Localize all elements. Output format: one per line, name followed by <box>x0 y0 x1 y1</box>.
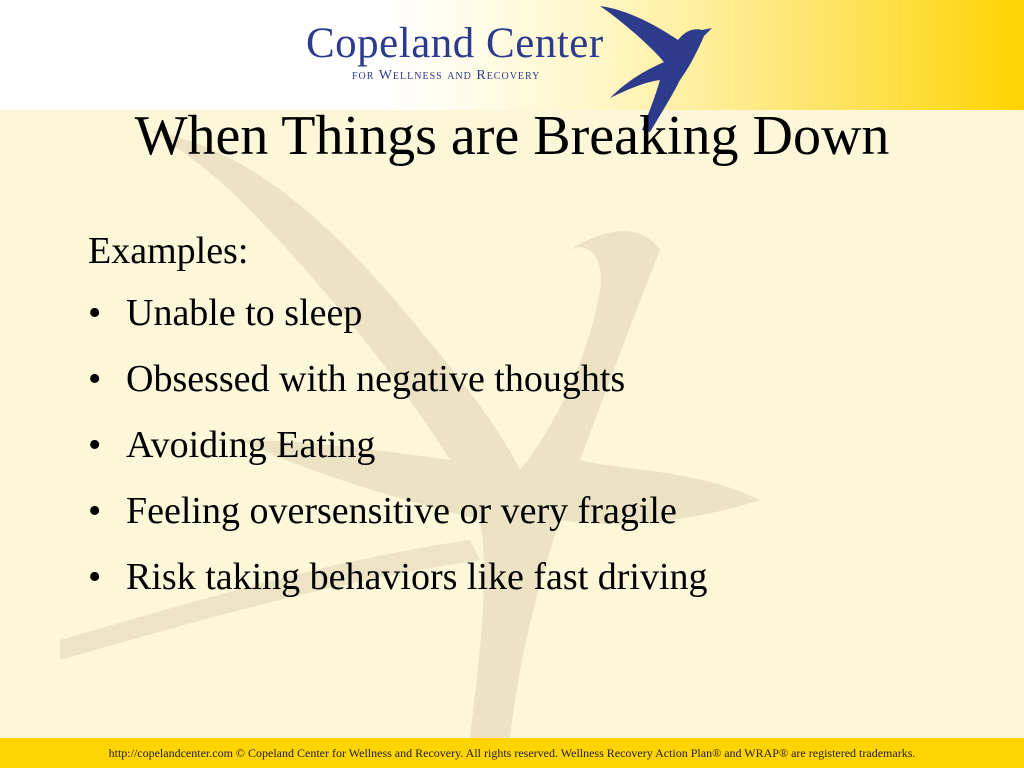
bullet-text: Feeling oversensitive or very fragile <box>126 490 677 532</box>
bullet-icon: • <box>88 490 102 532</box>
bullet-text: Unable to sleep <box>126 292 363 334</box>
bullet-text: Risk taking behaviors like fast driving <box>126 556 708 598</box>
footer-bar <box>0 738 1024 768</box>
bullet-text: Obsessed with negative thoughts <box>126 358 626 400</box>
list-item <box>88 558 988 596</box>
logo-subtitle: for Wellness and Recovery <box>352 68 541 83</box>
list-item <box>88 426 988 464</box>
examples-heading: Examples: <box>88 230 249 272</box>
bullet-list <box>88 294 988 596</box>
bullet-icon: • <box>88 556 102 598</box>
slide-title: When Things are Breaking Down <box>134 105 890 167</box>
bullet-icon: • <box>88 292 102 334</box>
list-item <box>88 360 988 398</box>
list-item <box>88 492 988 530</box>
bullet-icon: • <box>88 424 102 466</box>
logo-title: Copeland Center <box>306 20 604 67</box>
footer-copyright: http://copelandcenter.com © Copeland Center for Wellness and Recovery. All rights reserved. Wellness Recovery Action Plan® and WRAP® are registered trademarks. <box>108 746 916 760</box>
list-item <box>88 294 988 332</box>
bullet-text: Avoiding Eating <box>126 424 376 466</box>
bullet-icon: • <box>88 358 102 400</box>
slide-content <box>88 232 988 624</box>
